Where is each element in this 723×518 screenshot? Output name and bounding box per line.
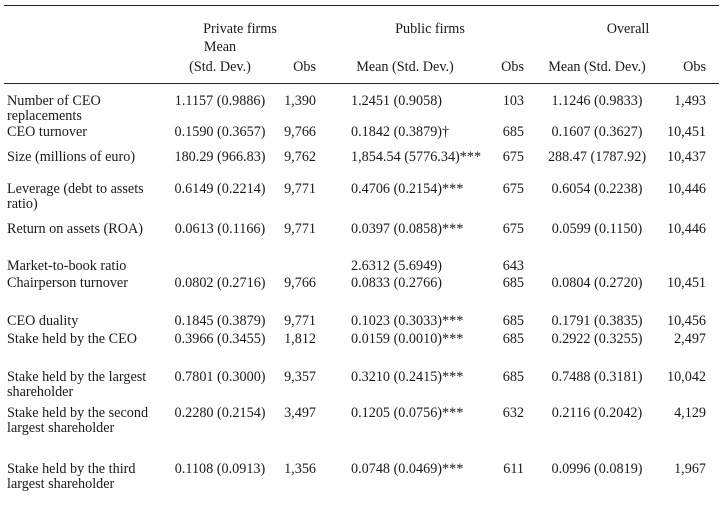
- row-label: Stake held by the CEO: [7, 331, 138, 347]
- public-mean-cell: 0.1023 (0.3033)***: [351, 313, 464, 329]
- private-obs-cell: 3,497: [284, 405, 316, 421]
- header-public-obs: Obs: [501, 59, 524, 75]
- private-mean-cell: 180.29 (966.83): [174, 149, 266, 165]
- overall-obs-cell: 10,451: [666, 124, 706, 140]
- public-mean-cell: 0.4706 (0.2154)***: [351, 181, 464, 197]
- overall-obs-cell: 4,129: [674, 405, 706, 421]
- private-obs-cell: 9,357: [284, 369, 316, 385]
- overall-mean-cell: 0.2116 (0.2042): [551, 405, 643, 421]
- public-mean-cell: 0.0833 (0.2766): [351, 275, 443, 291]
- public-obs-cell: 675: [502, 181, 524, 197]
- private-mean-cell: 0.3966 (0.3455): [174, 331, 266, 347]
- row-label: Stake held by the second largest shareholder: [7, 405, 149, 437]
- private-mean-cell: 0.1590 (0.3657): [174, 124, 266, 140]
- row-label: Stake held by the third largest shareholder: [7, 461, 136, 493]
- public-mean-cell: 1.2451 (0.9058): [351, 93, 443, 109]
- overall-obs-cell: 1,967: [674, 461, 706, 477]
- overall-obs-cell: 10,456: [666, 313, 706, 329]
- header-group-overall: Overall: [606, 21, 650, 37]
- private-obs-cell: 9,771: [284, 181, 316, 197]
- public-mean-cell: 1,854.54 (5776.34)***: [351, 149, 482, 165]
- header-private-mean: Mean: [203, 39, 237, 55]
- header-group-private: Private firms: [203, 21, 277, 37]
- header-public-mean: Mean (Std. Dev.): [356, 59, 454, 75]
- private-obs-cell: 1,390: [284, 93, 316, 109]
- header-private-std: (Std. Dev.): [189, 59, 251, 75]
- overall-obs-cell: 2,497: [674, 331, 706, 347]
- private-obs-cell: 1,356: [284, 461, 316, 477]
- public-mean-cell: 0.0397 (0.0858)***: [351, 221, 464, 237]
- public-obs-cell: 103: [502, 93, 524, 109]
- public-obs-cell: 675: [502, 149, 524, 165]
- private-obs-cell: 9,771: [284, 221, 316, 237]
- public-mean-cell: 0.1205 (0.0756)***: [351, 405, 464, 421]
- row-label: CEO duality: [7, 313, 79, 329]
- header-private-obs: Obs: [293, 59, 316, 75]
- overall-obs-cell: 10,451: [666, 275, 706, 291]
- row-label: Return on assets (ROA): [7, 221, 143, 237]
- public-obs-cell: 643: [502, 258, 524, 274]
- public-mean-cell: 0.1842 (0.3879)†: [351, 124, 450, 140]
- overall-mean-cell: 0.0996 (0.0819): [551, 461, 643, 477]
- table-top-rule: [4, 5, 719, 6]
- public-mean-cell: 2.6312 (5.6949): [351, 258, 443, 274]
- private-obs-cell: 9,766: [284, 275, 316, 291]
- private-mean-cell: 0.2280 (0.2154): [174, 405, 266, 421]
- overall-obs-cell: 10,042: [666, 369, 706, 385]
- overall-obs-cell: 1,493: [674, 93, 706, 109]
- row-label: Number of CEO replacements: [7, 93, 101, 125]
- overall-obs-cell: 10,446: [666, 221, 706, 237]
- header-overall-mean: Mean (Std. Dev.): [548, 59, 646, 75]
- private-mean-cell: 0.0802 (0.2716): [174, 275, 266, 291]
- private-mean-cell: 0.1845 (0.3879): [174, 313, 266, 329]
- private-mean-cell: 0.6149 (0.2214): [174, 181, 266, 197]
- header-group-public: Public firms: [395, 21, 465, 37]
- overall-mean-cell: 1.1246 (0.9833): [551, 93, 643, 109]
- public-mean-cell: 0.3210 (0.2415)***: [351, 369, 464, 385]
- overall-mean-cell: 0.6054 (0.2238): [551, 181, 643, 197]
- public-obs-cell: 685: [502, 369, 524, 385]
- table-header-rule: [4, 83, 719, 84]
- overall-mean-cell: 288.47 (1787.92): [547, 149, 647, 165]
- public-mean-cell: 0.0159 (0.0010)***: [351, 331, 464, 347]
- overall-obs-cell: 10,446: [666, 181, 706, 197]
- row-label: Size (millions of euro): [7, 149, 136, 165]
- public-obs-cell: 685: [502, 275, 524, 291]
- public-obs-cell: 685: [502, 313, 524, 329]
- overall-mean-cell: 0.1607 (0.3627): [551, 124, 643, 140]
- public-obs-cell: 685: [502, 124, 524, 140]
- public-obs-cell: 685: [502, 331, 524, 347]
- private-obs-cell: 9,766: [284, 124, 316, 140]
- overall-mean-cell: 0.0599 (0.1150): [551, 221, 643, 237]
- row-label: Stake held by the largest shareholder: [7, 369, 147, 401]
- overall-obs-cell: 10,437: [666, 149, 706, 165]
- private-obs-cell: 1,812: [284, 331, 316, 347]
- row-label: Market-to-book ratio: [7, 258, 127, 274]
- private-mean-cell: 0.0613 (0.1166): [174, 221, 266, 237]
- row-label: CEO turnover: [7, 124, 87, 140]
- header-overall-obs: Obs: [683, 59, 706, 75]
- private-mean-cell: 1.1157 (0.9886): [174, 93, 266, 109]
- private-obs-cell: 9,771: [284, 313, 316, 329]
- public-mean-cell: 0.0748 (0.0469)***: [351, 461, 464, 477]
- public-obs-cell: 611: [503, 461, 524, 477]
- overall-mean-cell: 0.0804 (0.2720): [551, 275, 643, 291]
- public-obs-cell: 632: [502, 405, 524, 421]
- row-label: Chairperson turnover: [7, 275, 128, 291]
- public-obs-cell: 675: [502, 221, 524, 237]
- private-mean-cell: 0.7801 (0.3000): [174, 369, 266, 385]
- overall-mean-cell: 0.2922 (0.3255): [551, 331, 643, 347]
- overall-mean-cell: 0.7488 (0.3181): [551, 369, 643, 385]
- row-label: Leverage (debt to assets ratio): [7, 181, 144, 213]
- overall-mean-cell: 0.1791 (0.3835): [551, 313, 643, 329]
- private-obs-cell: 9,762: [284, 149, 316, 165]
- private-mean-cell: 0.1108 (0.0913): [174, 461, 266, 477]
